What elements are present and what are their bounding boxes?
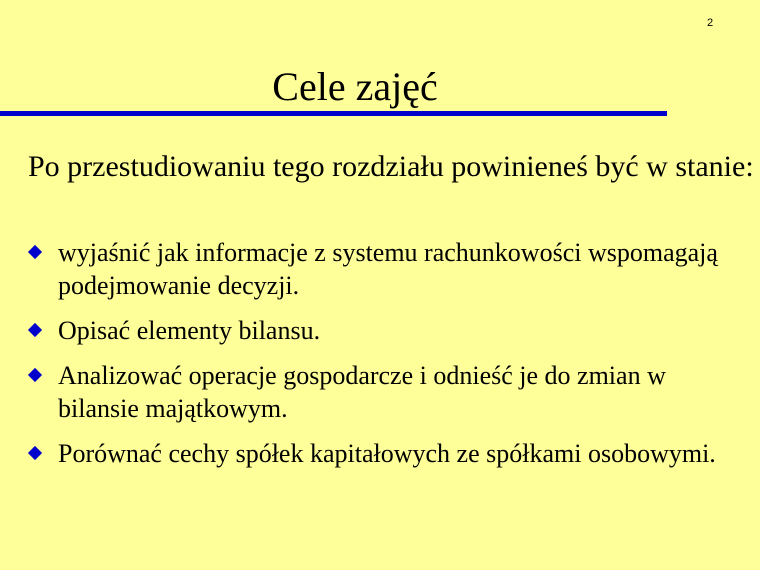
bullet-item: [28, 314, 728, 347]
bullet-text: Analizować operacje gospodarcze i odnieść je do zmian w bilansie majątkowym.: [58, 361, 666, 423]
slide-title: Cele zajęć: [272, 64, 438, 109]
bullet-text: Opisać elementy bilansu.: [58, 316, 321, 345]
bullet-text: wyjaśnić jak informacje z systemu rachunkowości wspomagają podejmowanie decyzji.: [58, 238, 718, 300]
bullet-item: [28, 236, 728, 302]
bullet-text: Porównać cechy spółek kapitałowych ze spółkami osobowymi.: [58, 439, 716, 468]
bullet-item: [28, 359, 728, 425]
page-number: 2: [706, 17, 714, 29]
diamond-bullet-icon: [28, 323, 42, 337]
diamond-bullet-icon: [28, 446, 42, 460]
diamond-bullet-icon: [28, 368, 42, 382]
diamond-bullet-icon: [28, 245, 42, 259]
bullet-item: [28, 437, 728, 470]
bullet-list: [28, 236, 728, 482]
intro-text: Po przestudiowaniu tego rozdziału powinieneś być w stanie:: [28, 150, 754, 183]
title-underline: [0, 111, 667, 116]
